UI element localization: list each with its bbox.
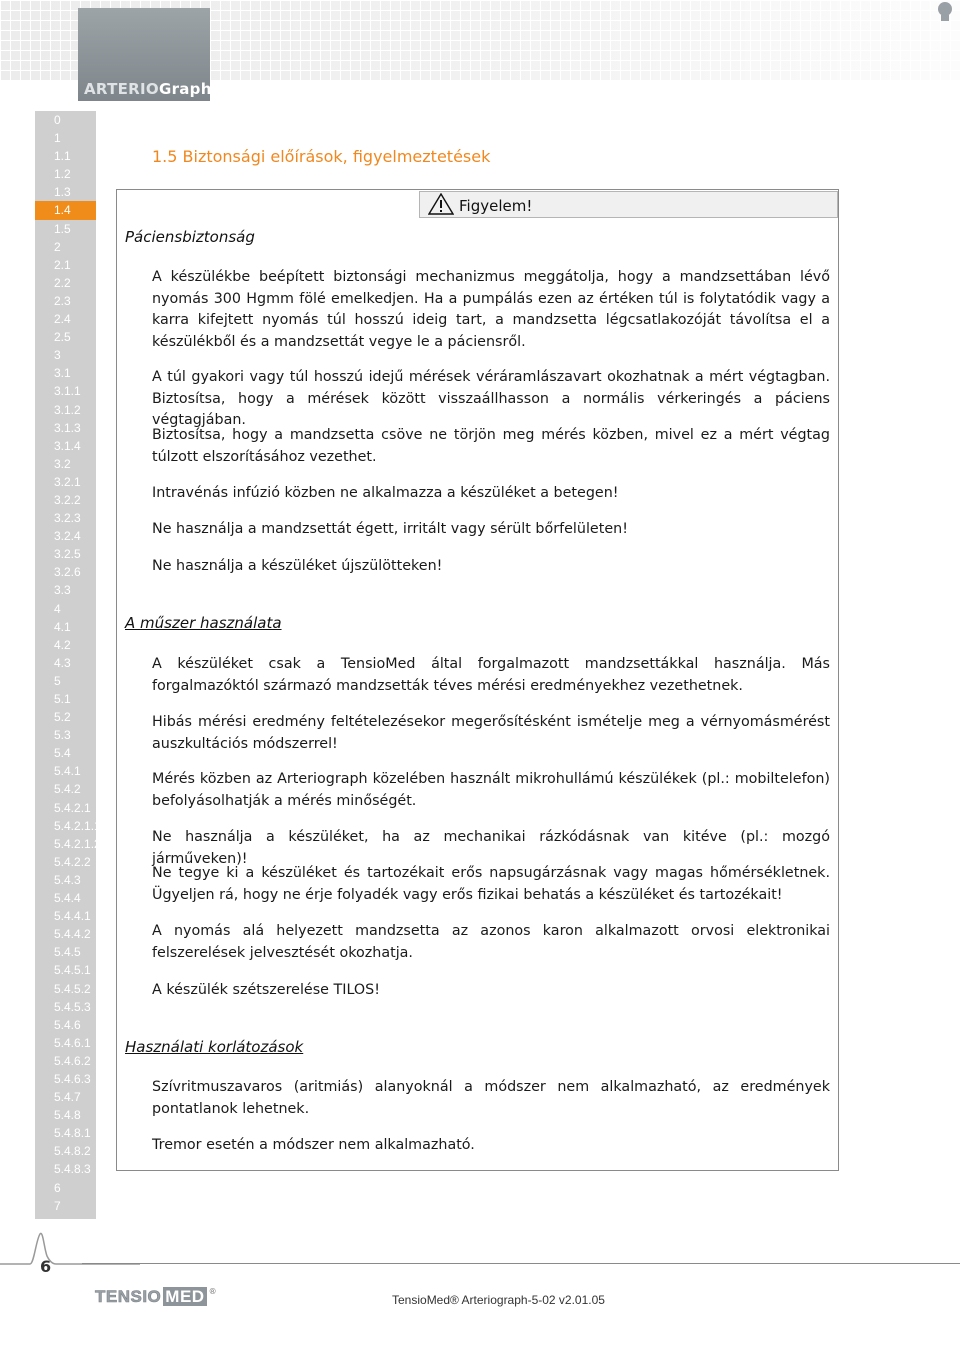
sidebar-index-item[interactable]: 7 xyxy=(54,1198,61,1213)
sidebar-index-item[interactable]: 2 xyxy=(54,239,61,254)
paragraph: A készüléket csak a TensioMed által forgalmazott mandzsettákkal használja. Más forgalmazóktól származó mandzsetták téves mérési eredményekhez vezethetnek. xyxy=(152,656,830,694)
page-number: 6 xyxy=(40,1257,52,1276)
sidebar-index-item[interactable]: 5.4.5 xyxy=(54,945,81,960)
sidebar-index-item[interactable]: 0 xyxy=(54,113,61,127)
sidebar-index-item[interactable]: 1.3 xyxy=(54,185,71,200)
sidebar-index-item[interactable]: 2.3 xyxy=(54,293,71,308)
sidebar-index-item[interactable]: 3.2.4 xyxy=(54,529,81,544)
sidebar-index-item[interactable]: 5.4.5.3 xyxy=(54,999,91,1014)
logo-light: Graph xyxy=(158,80,212,98)
sidebar-index-item[interactable]: 5.4.1 xyxy=(54,764,81,779)
sidebar-index-item[interactable]: 6 xyxy=(54,1180,61,1195)
brand-registered: ® xyxy=(208,1287,217,1296)
sidebar-index-item[interactable]: 3.2.5 xyxy=(54,547,81,562)
paragraph: Ne használja a mandzsettát égett, irritált vagy sérült bőrfelületen! xyxy=(152,521,628,537)
logo-bold: ARTERIO xyxy=(84,80,159,98)
sidebar-index-item[interactable]: 3.3 xyxy=(54,583,71,598)
paragraph: A készülékbe beépített biztonsági mechanizmus meggátolja, hogy a mandzsettában lévő nyomás 300 Hgmm fölé emelkedjen. Ha a pumpálás ezen az értéken túl is folytatódik vagy a karra kifejtett nyomás túl hosszú ideig tart, a mandzsetta légcsatlakozóját távolítsa el a készülékből és a mandzsettát vegye le a páciensről. xyxy=(152,269,830,350)
sidebar-index-item[interactable]: 5.4.4 xyxy=(54,891,81,906)
sidebar-index-item[interactable]: 5.4.2.1.1 xyxy=(54,818,101,833)
sidebar-index-item[interactable]: 5.4.8 xyxy=(54,1108,81,1123)
sidebar-index-item[interactable]: 5.4.5.1 xyxy=(54,963,91,978)
sidebar-index-item[interactable]: 5.4.6.3 xyxy=(54,1071,91,1086)
paragraph: A nyomás alá helyezett mandzsetta az azonos karon alkalmazott orvosi elektronikai felszerelések jelvesztését okozhatja. xyxy=(152,923,830,961)
sidebar-index-item[interactable]: 3.1.4 xyxy=(54,438,81,453)
sidebar-index-item[interactable]: 3.2.2 xyxy=(54,492,81,507)
sidebar-index-item[interactable]: 5.4.4.2 xyxy=(54,927,91,942)
sidebar-index-item[interactable]: 2.1 xyxy=(54,257,71,272)
sidebar-index-item[interactable]: 5.4.6.2 xyxy=(54,1053,91,1068)
arteriograph-logo xyxy=(84,80,212,98)
sidebar-index-item[interactable]: 5.4.8.3 xyxy=(54,1162,91,1177)
section-title: 1.5 Biztonsági előírások, figyelmeztetések xyxy=(152,147,491,166)
sidebar-index-item[interactable]: 1.4 xyxy=(35,201,96,219)
sidebar-index-item[interactable]: 5.4.2.1.2 xyxy=(54,836,101,851)
brand-part-a: TENSIO xyxy=(95,1287,162,1306)
sidebar-index-item[interactable]: 5.4.2.1 xyxy=(54,800,91,815)
sidebar-index-item[interactable]: 2.4 xyxy=(54,312,71,327)
paragraph: Tremor esetén a módszer nem alkalmazható. xyxy=(152,1137,475,1153)
sidebar-index-item[interactable]: 5.4 xyxy=(54,746,71,761)
sidebar-index-item[interactable]: 5.2 xyxy=(54,710,71,725)
limitations-heading: Használati korlátozások xyxy=(125,1038,304,1056)
sidebar-index-item[interactable]: 5.4.2.2 xyxy=(54,854,91,869)
sidebar-index-item[interactable]: 5.4.3 xyxy=(54,872,81,887)
sidebar-index-item[interactable]: 3.1 xyxy=(54,366,71,381)
sidebar-index-item[interactable]: 5.4.6 xyxy=(54,1017,81,1032)
section-index-sidebar xyxy=(35,111,101,1231)
sidebar-index-item[interactable]: 3.2.6 xyxy=(54,565,81,580)
sidebar-index-item[interactable]: 5.3 xyxy=(54,728,71,743)
sidebar-index-item[interactable]: 5.4.7 xyxy=(54,1090,81,1105)
sidebar-index-item[interactable]: 3.2.3 xyxy=(54,511,81,526)
pulse-wave-graphic xyxy=(0,1230,140,1290)
sidebar-index-item[interactable]: 3.2.1 xyxy=(54,474,81,489)
paragraph: Intravénás infúzió közben ne alkalmazza a készüléket a betegen! xyxy=(152,485,619,501)
paragraph: Ne használja a készüléket újszülötteken! xyxy=(152,558,443,574)
sidebar-index-item[interactable]: 1.1 xyxy=(54,149,71,164)
sidebar-index-item[interactable]: 3.1.3 xyxy=(54,420,81,435)
sidebar-index-item[interactable]: 1.5 xyxy=(54,221,71,236)
sidebar-index-item[interactable]: 2.2 xyxy=(54,275,71,290)
sidebar-index-item[interactable]: 5.4.5.2 xyxy=(54,981,91,996)
sidebar-index-item[interactable]: 5.4.8.1 xyxy=(54,1126,91,1141)
sidebar-index-item[interactable]: 4.2 xyxy=(54,637,71,652)
warning-label: Figyelem! xyxy=(459,197,533,215)
tensiomed-logo xyxy=(93,1287,217,1306)
patient-safety-heading: Páciensbiztonság xyxy=(125,228,255,246)
paragraph: A túl gyakori vagy túl hosszú idejű mérések véráramlászavart okozhatnak a mért végtagban. Biztosítsa, hogy a mérések között visszaállhasson a normális vérkeringés a páciens végtagjában. xyxy=(152,369,830,428)
paragraph: Mérés közben az Arteriograph közelében használt mikrohullámú készülékek (pl.: mobiltelefon) befolyásolhatják a mérés minőségét. xyxy=(152,771,830,809)
sidebar-index-item[interactable]: 1.2 xyxy=(54,167,71,182)
sidebar-index-item[interactable]: 5.4.2 xyxy=(54,782,81,797)
paragraph: Szívritmuszavaros (aritmiás) alanyoknál a módszer nem alkalmazható, az eredmények pontatlanok lehetnek. xyxy=(152,1079,830,1117)
sidebar-index-item[interactable]: 4 xyxy=(54,601,61,616)
brand-part-b: MED xyxy=(165,1287,205,1306)
paragraph: A készülék szétszerelése TILOS! xyxy=(152,982,380,998)
sidebar-index-item[interactable]: 5.4.8.2 xyxy=(54,1144,91,1159)
sidebar-index-item[interactable]: 3.1.2 xyxy=(54,402,81,417)
sidebar-index-item[interactable]: 3.1.1 xyxy=(54,384,81,399)
paragraph: Ne használja a készüléket, ha az mechanikai rázkódásnak van kitéve (pl.: mozgó járműveken)! xyxy=(152,829,830,867)
document-id: TensioMed® Arteriograph-5-02 v2.01.05 xyxy=(392,1293,605,1307)
warning-triangle-icon xyxy=(428,193,454,215)
sidebar-index-item[interactable]: 5 xyxy=(54,673,61,688)
sidebar-index-item[interactable]: 7.1 xyxy=(54,1216,71,1231)
paragraph: Ne tegye ki a készüléket és tartozékait erős napsugárzásnak vagy magas hőmérsékletnek. Ügyeljen rá, hogy ne érje folyadék vagy erős fizikai behatás a készüléket és tartozékait! xyxy=(152,865,830,903)
footer-rule xyxy=(82,1263,960,1264)
sidebar-index-item[interactable]: 5.4.6.1 xyxy=(54,1035,91,1050)
sidebar-index-item[interactable]: 5.4.4.1 xyxy=(54,909,91,924)
sidebar-index-item[interactable]: 2.5 xyxy=(54,330,71,345)
sidebar-index-item[interactable]: 3 xyxy=(54,348,61,363)
paragraph: Hibás mérési eredmény feltételezésekor megerősítésként ismételje meg a vérnyomásmérést auszkultációs módszerrel! xyxy=(152,714,830,752)
sidebar-index-item[interactable]: 3.2 xyxy=(54,456,71,471)
sidebar-index-item[interactable]: 5.1 xyxy=(54,692,71,706)
sidebar-index-item[interactable]: 4.1 xyxy=(54,619,71,634)
sidebar-index-item[interactable]: 4.3 xyxy=(54,655,71,670)
paragraph: Biztosítsa, hogy a mandzsetta csöve ne törjön meg mérés közben, mivel ez a mért végtag túlzott elszorításához vezethet. xyxy=(152,427,830,465)
corner-logo-icon xyxy=(935,0,955,22)
device-use-heading: A műszer használata xyxy=(125,614,282,632)
sidebar-index-item[interactable]: 1 xyxy=(54,131,61,146)
